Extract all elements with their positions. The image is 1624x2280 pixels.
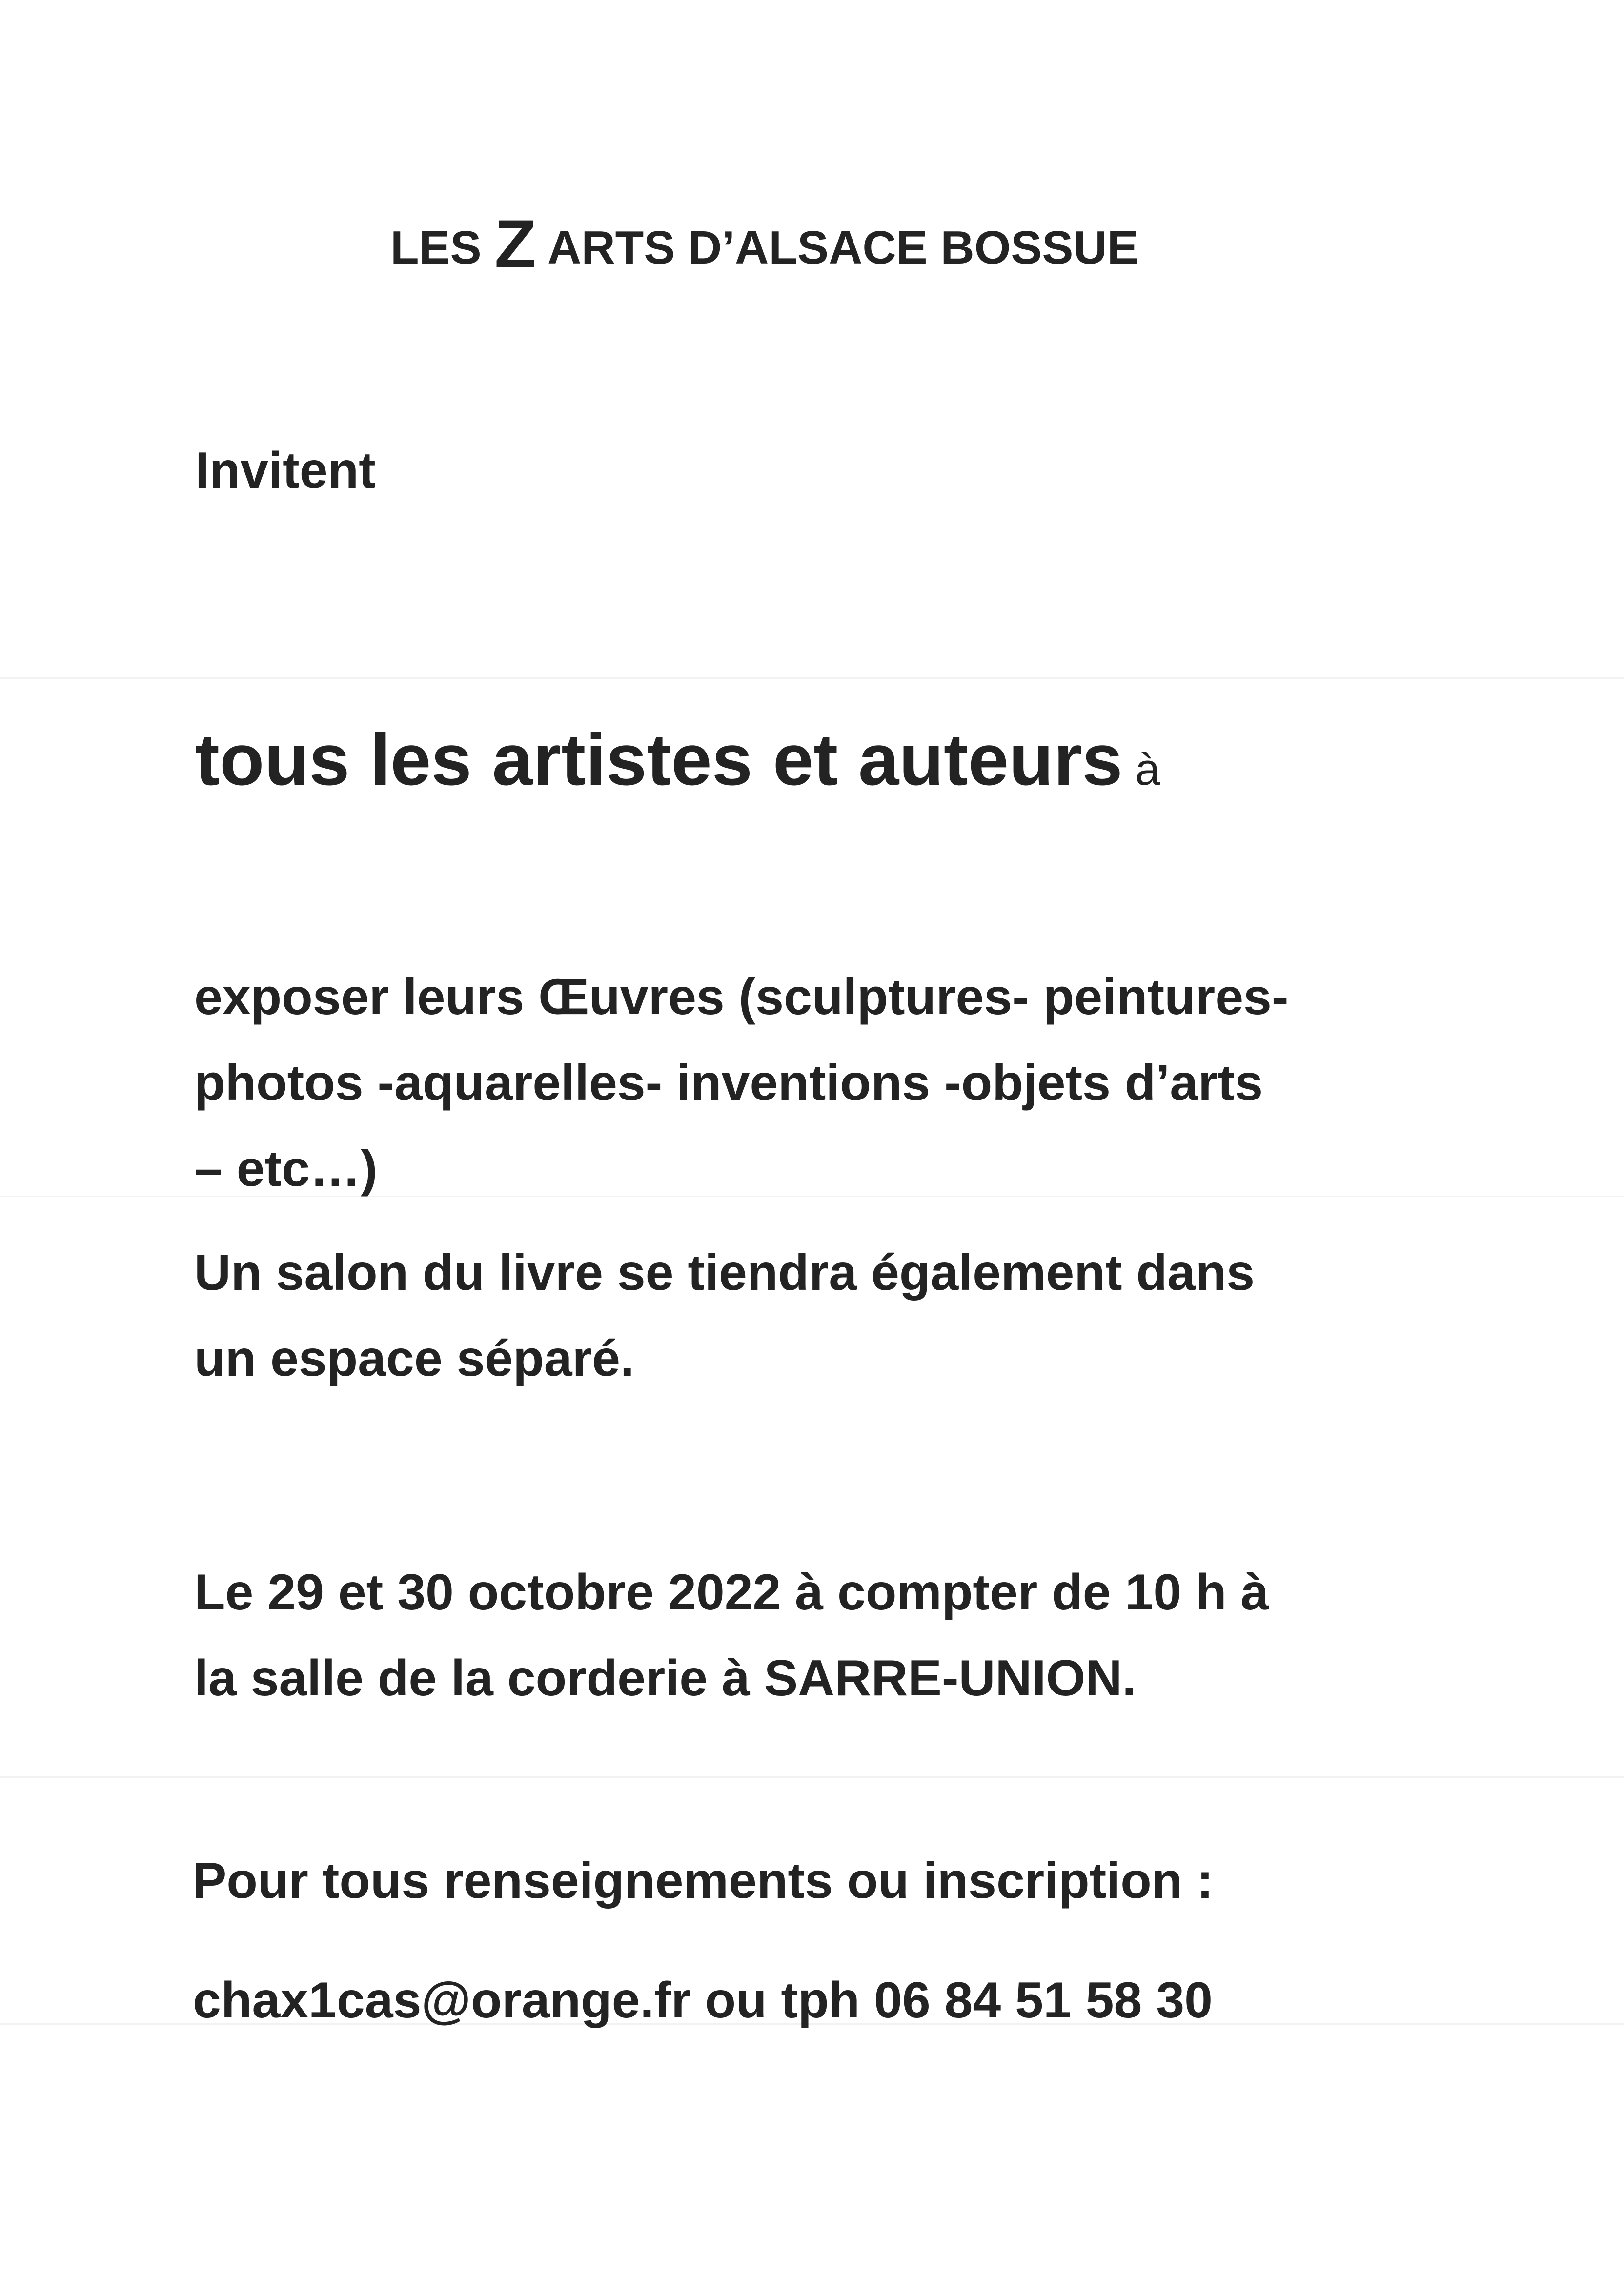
- scan-divider: [0, 1776, 1624, 1778]
- headline-main: tous les artistes et auteurs: [195, 718, 1123, 800]
- scan-divider: [0, 677, 1624, 679]
- title-letter: Z: [494, 205, 536, 282]
- salon-line: un espace séparé.: [194, 1330, 634, 1387]
- exhibit-paragraph: [194, 954, 1289, 1212]
- exhibit-line: exposer leurs Œuvres (sculptures- peintures-: [194, 969, 1289, 1025]
- headline-tail: à: [1122, 745, 1160, 794]
- document-title: [390, 205, 1138, 282]
- headline: [195, 717, 1160, 802]
- exhibit-line: photos -aquarelles- inventions -objets d’arts: [194, 1055, 1263, 1111]
- contact-label: Pour tous renseignements ou inscription :: [193, 1852, 1214, 1909]
- date-line: la salle de la corderie à SARRE-UNION.: [194, 1650, 1137, 1707]
- invite-text: Invitent: [195, 442, 376, 499]
- title-suffix: ARTS D’ALSACE BOSSUE: [536, 222, 1138, 274]
- title-prefix: LES: [390, 222, 495, 274]
- date-paragraph: [194, 1549, 1269, 1721]
- salon-paragraph: [194, 1230, 1255, 1402]
- salon-line: Un salon du livre se tiendra également dans: [194, 1244, 1255, 1301]
- contact-details: chax1cas@orange.fr ou tph 06 84 51 58 30: [193, 1972, 1213, 2029]
- exhibit-line: – etc…): [194, 1140, 378, 1197]
- date-line: Le 29 et 30 octobre 2022 à compter de 10 h à: [194, 1564, 1269, 1621]
